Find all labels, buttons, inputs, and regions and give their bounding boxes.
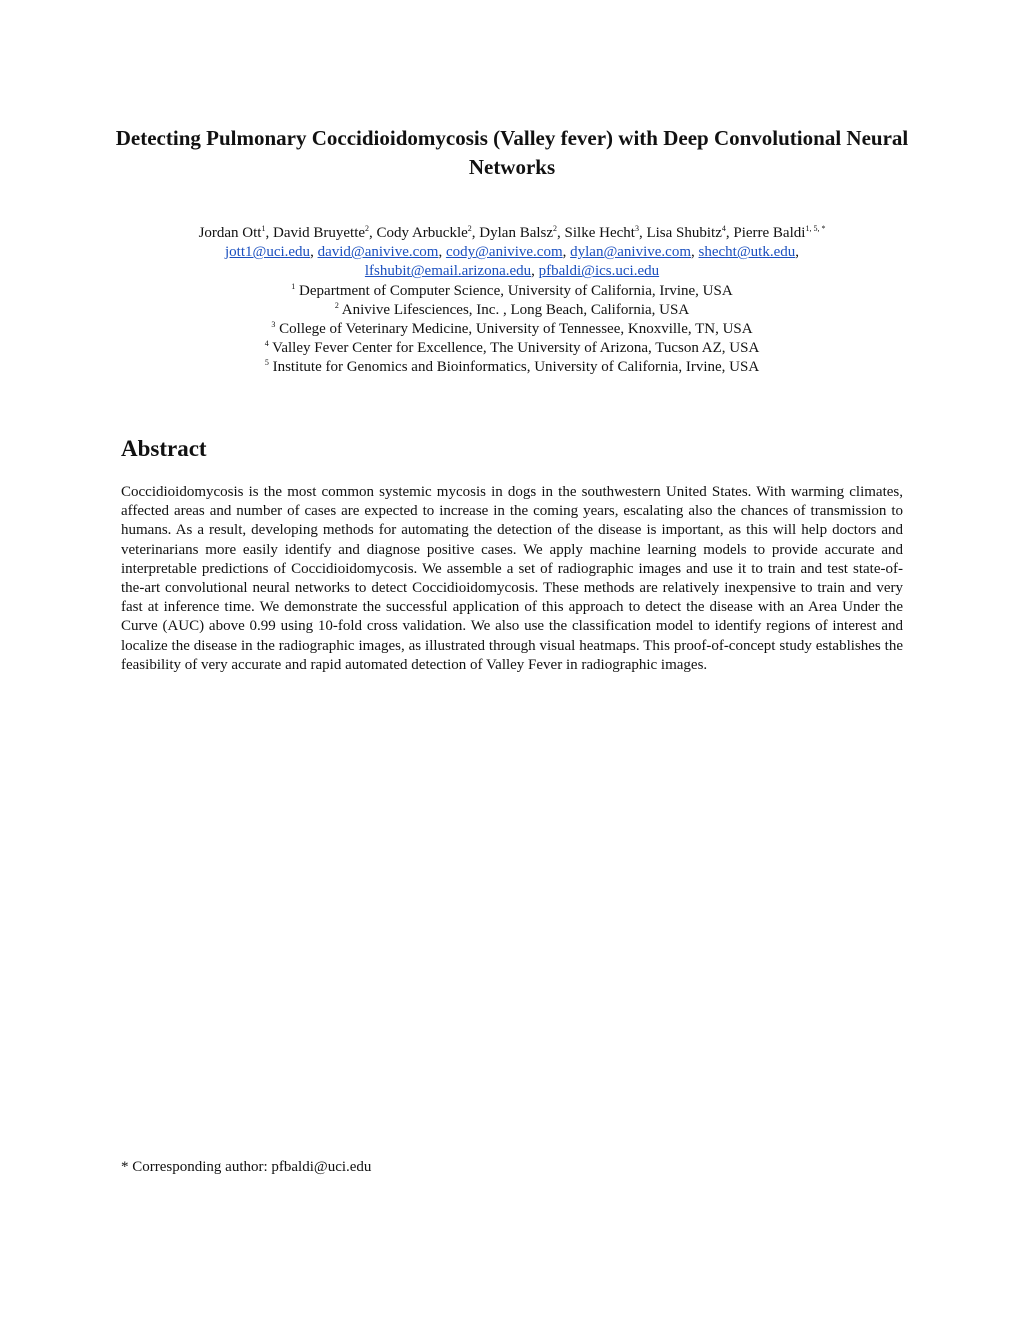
author-sup: 2: [467, 224, 472, 233]
author-name: Pierre Baldi: [733, 225, 806, 241]
email-link[interactable]: dylan@anivive.com: [570, 244, 692, 261]
email-link[interactable]: david@anivive.com: [317, 244, 439, 261]
author-sup: 2: [365, 224, 370, 233]
affiliation-text: Anivive Lifesciences, Inc. , Long Beach, California, USA: [341, 301, 690, 318]
affiliation-text: Department of Computer Science, University of California, Irvine, USA: [299, 282, 733, 299]
corresponding-author-footnote: * Corresponding author: pfbaldi@uci.edu: [121, 1159, 372, 1175]
affiliation-3: [80, 320, 944, 339]
author-name: David Bruyette: [272, 225, 366, 241]
paper-title: Detecting Pulmonary Coccidioidomycosis (Valley fever) with Deep Convolutional Neural Networks: [115, 126, 909, 179]
email-link[interactable]: jott1@uci.edu: [225, 244, 311, 261]
author-block: [80, 224, 944, 378]
affiliation-2: [80, 301, 944, 320]
affiliation-sup: 5: [264, 358, 269, 368]
affiliation-4: [80, 339, 944, 358]
author-sup: 3: [634, 224, 639, 233]
affiliation-sup: 2: [334, 300, 339, 310]
abstract-heading: Abstract: [121, 436, 207, 461]
email-link[interactable]: pfbaldi@ics.uci.edu: [538, 263, 660, 280]
author-name: Lisa Shubitz: [646, 225, 722, 241]
author-sup: 4: [721, 224, 726, 233]
author-name: Cody Arbuckle: [376, 225, 468, 241]
author-name: Dylan Balsz: [479, 225, 554, 241]
affiliation-text: College of Veterinary Medicine, University of Tennessee, Knoxville, TN, USA: [279, 321, 753, 338]
author-name: Silke Hecht: [564, 225, 635, 241]
affiliation-text: Valley Fever Center for Excellence, The University of Arizona, Tucson AZ, USA: [272, 340, 760, 357]
email-list: jott1@uci.edu, david@anivive.com, cody@anivive.com, dylan@anivive.com, shecht@utk.edu,: [225, 244, 799, 261]
affiliation-sup: 3: [271, 320, 276, 330]
author-sup: 1: [261, 224, 266, 233]
email-link[interactable]: cody@anivive.com: [445, 244, 563, 261]
email-link[interactable]: shecht@utk.edu: [698, 244, 796, 261]
author-sup: 1, 5, *: [805, 224, 826, 233]
email-list-continued: lfshubit@email.arizona.edu, pfbaldi@ics.uci.edu: [364, 263, 660, 280]
author-name: Jordan Ott: [198, 225, 262, 241]
abstract-body: Coccidioidomycosis is the most common systemic mycosis in dogs in the southwestern United States. With warming climates, affected areas and number of cases are expected to increase in the coming years, escalating also the chances of transmission to humans. As a result, developing methods for automating the detection of the disease is important, as this will help doctors and veterinarians more easily identify and diagnose positive cases. We apply machine learning models to provide accurate and interpretable predictions of Coccidioidomycosis. We assemble a set of radiographic images and use it to train and test state-of-the-art convolutional neural networks to detect Coccidioidomycosis. These methods are relatively inexpensive to train and very fast at inference time. We demonstrate the successful application of this approach to detect the disease with an Area Under the Curve (AUC) above 0.99 using 10-fold cross validation. We also use the classification model to identify regions of interest and localize the disease in the radiographic images, as illustrated through visual heatmaps. This proof-of-concept study establishes the feasibility of very accurate and rapid automated detection of Valley Fever in radiographic images.: [121, 484, 903, 673]
email-link[interactable]: lfshubit@email.arizona.edu: [364, 263, 532, 280]
affiliation-sup: 4: [264, 339, 269, 349]
affiliation-sup: 1: [291, 281, 296, 291]
author-list: Jordan Ott$^1$, David Bruyette$^2$, Cody Arbuckle$^2$, Dylan Balsz$^2$, Silke Hecht$^3$, Lisa Shubitz$^4$, Pierre Baldi$^{1, 5, *}$: [198, 224, 826, 241]
affiliation-1: [80, 282, 944, 301]
author-sup: 2: [553, 224, 558, 233]
affiliation-text: Institute for Genomics and Bioinformatics, University of California, Irvine, USA: [272, 359, 760, 376]
affiliation-5: [80, 358, 944, 377]
